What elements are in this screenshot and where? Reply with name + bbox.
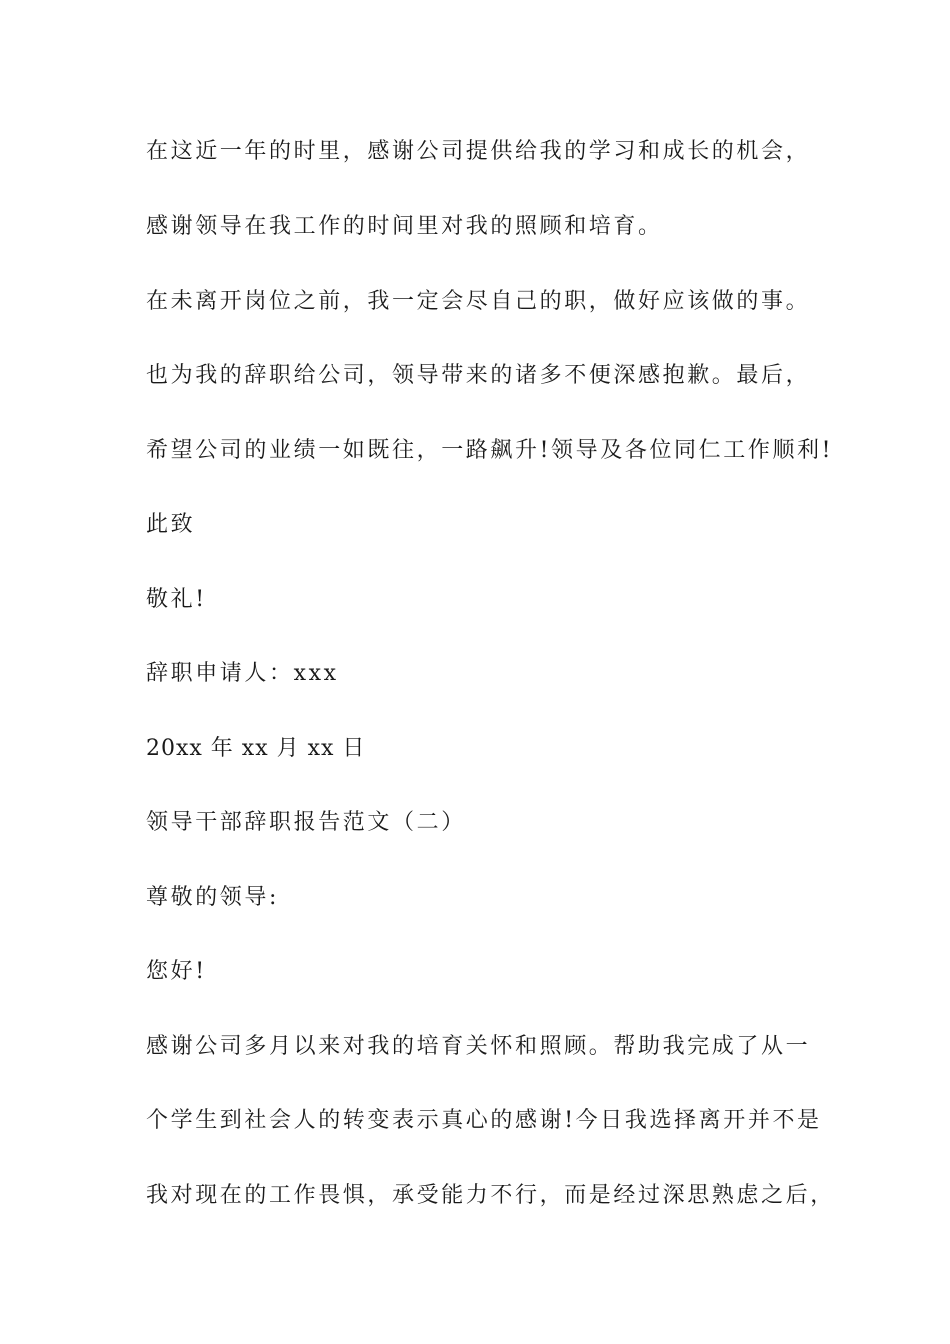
closing-regards: 敬礼! xyxy=(146,587,207,612)
paragraph-line: 希望公司的业绩一如既往，一路飙升!领导及各位同仁工作顺利! xyxy=(146,438,834,463)
paragraph-line: 感谢领导在我工作的时间里对我的照顾和培育。 xyxy=(146,214,663,239)
closing-salutation: 此致 xyxy=(146,512,196,537)
greeting-line: 您好! xyxy=(146,959,207,984)
greeting-line: 尊敬的领导: xyxy=(146,885,280,910)
paragraph-line: 也为我的辞职给公司，领导带来的诸多不便深感抱歉。最后， xyxy=(146,363,811,388)
signature-line: 辞职申请人：xxx xyxy=(146,661,339,686)
paragraph-line: 在这近一年的时里，感谢公司提供给我的学习和成长的机会， xyxy=(146,139,811,164)
paragraph-line: 我对现在的工作畏惧，承受能力不行，而是经过深思熟虑之后， xyxy=(146,1183,835,1208)
section-heading: 领导干部辞职报告范文（二） xyxy=(146,810,466,835)
paragraph-line: 感谢公司多月以来对我的培育关怀和照顾。帮助我完成了从一 xyxy=(146,1034,811,1059)
paragraph-line: 个学生到社会人的转变表示真心的感谢!今日我选择离开并不是 xyxy=(146,1108,822,1133)
date-line: 20xx 年 xx 月 xx 日 xyxy=(146,736,366,761)
paragraph-line: 在未离开岗位之前，我一定会尽自己的职，做好应该做的事。 xyxy=(146,289,811,314)
